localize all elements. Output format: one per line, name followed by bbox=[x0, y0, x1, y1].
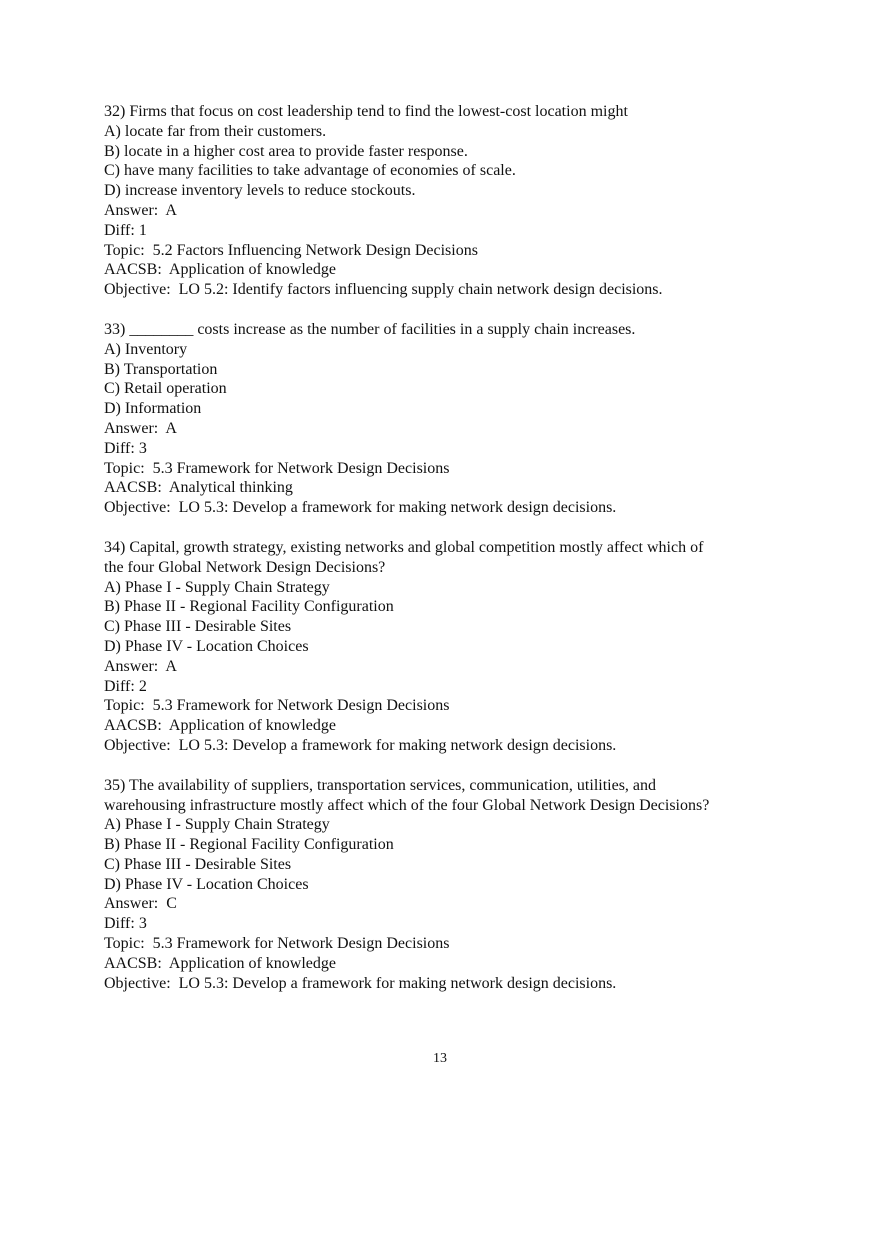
option-c: C) Retail operation bbox=[104, 380, 227, 398]
question-stem: 32) Firms that focus on cost leadership tend to find the lowest-cost location might bbox=[104, 103, 628, 120]
answer: Answer: A bbox=[104, 419, 177, 437]
objective: Objective: LO 5.2: Identify factors influencing supply chain network design decisions. bbox=[104, 281, 663, 299]
difficulty: Diff: 3 bbox=[104, 439, 147, 457]
option-a: A) Phase I - Supply Chain Strategy bbox=[104, 816, 330, 834]
option-a: A) Inventory bbox=[104, 340, 188, 358]
objective: Objective: LO 5.3: Develop a framework for making network design decisions. bbox=[104, 736, 617, 754]
option-a: A) Phase I - Supply Chain Strategy bbox=[104, 578, 330, 596]
question-stem: 33) ________ costs increase as the number of facilities in a supply chain increases. bbox=[104, 320, 636, 338]
option-c: C) have many facilities to take advantage of economies of scale. bbox=[104, 162, 516, 180]
aacsb: AACSB: Analytical thinking bbox=[104, 479, 293, 497]
topic: Topic: 5.3 Framework for Network Design Decisions bbox=[104, 935, 450, 953]
option-d: D) Phase IV - Location Choices bbox=[104, 875, 309, 893]
aacsb: AACSB: Application of knowledge bbox=[104, 954, 336, 972]
objective: Objective: LO 5.3: Develop a framework for making network design decisions. bbox=[104, 974, 617, 992]
question-stem-continued: warehousing infrastructure mostly affect which of the four Global Network Design Decisions? bbox=[104, 796, 710, 814]
document-page bbox=[104, 102, 804, 1013]
answer: Answer: A bbox=[104, 201, 177, 219]
option-b: B) locate in a higher cost area to provide faster response. bbox=[104, 142, 468, 160]
question-32 bbox=[104, 102, 804, 300]
question-34 bbox=[104, 538, 804, 756]
option-a: A) locate far from their customers. bbox=[104, 122, 327, 140]
question-stem-continued: the four Global Network Design Decisions? bbox=[104, 558, 386, 576]
answer: Answer: C bbox=[104, 895, 177, 913]
question-33 bbox=[104, 320, 804, 518]
aacsb: AACSB: Application of knowledge bbox=[104, 717, 336, 735]
difficulty: Diff: 1 bbox=[104, 221, 147, 239]
option-b: B) Phase II - Regional Facility Configuration bbox=[104, 836, 394, 854]
option-b: B) Phase II - Regional Facility Configuration bbox=[104, 598, 394, 616]
difficulty: Diff: 3 bbox=[104, 915, 147, 933]
option-b: B) Transportation bbox=[104, 360, 218, 378]
objective: Objective: LO 5.3: Develop a framework for making network design decisions. bbox=[104, 499, 617, 517]
topic: Topic: 5.2 Factors Influencing Network Design Decisions bbox=[104, 241, 478, 259]
question-stem: 34) Capital, growth strategy, existing networks and global competition mostly affect which of bbox=[104, 538, 704, 556]
option-d: D) Phase IV - Location Choices bbox=[104, 637, 309, 655]
question-stem: 35) The availability of suppliers, transportation services, communication, utilities, and bbox=[104, 776, 657, 794]
option-d: D) increase inventory levels to reduce stockouts. bbox=[104, 182, 416, 200]
option-c: C) Phase III - Desirable Sites bbox=[104, 855, 292, 873]
difficulty: Diff: 2 bbox=[104, 677, 147, 695]
topic: Topic: 5.3 Framework for Network Design Decisions bbox=[104, 697, 450, 715]
page-number: 13 bbox=[433, 1051, 447, 1066]
option-c: C) Phase III - Desirable Sites bbox=[104, 618, 292, 636]
aacsb: AACSB: Application of knowledge bbox=[104, 261, 336, 279]
question-35 bbox=[104, 776, 804, 994]
option-d: D) Information bbox=[104, 400, 202, 418]
answer: Answer: A bbox=[104, 657, 177, 675]
topic: Topic: 5.3 Framework for Network Design Decisions bbox=[104, 459, 450, 477]
